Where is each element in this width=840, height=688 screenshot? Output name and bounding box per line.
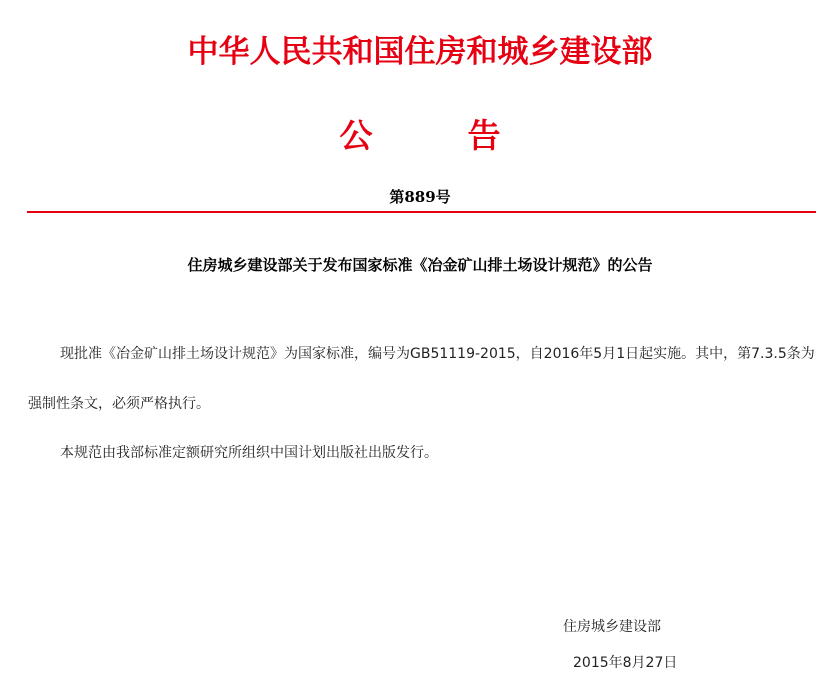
signature-date: 2015年8月27日 [573,655,678,671]
paragraph-2-text: 本规范由我部标准定额研究所组织中国计划出版社出版发行。 [60,445,438,461]
red-divider-line [27,211,816,213]
signature-organization: 住房城乡建设部 [563,619,661,635]
paragraph-1-text: 现批准《冶金矿山排土场设计规范》为国家标准，编号为GB51119-2015，自2016年5月1日起实施。其中，第7.3.5条为强制性条文，必须严格执行。 [28,346,815,412]
issuer-heading: 中华人民共和国住房和城乡建设部 [187,34,653,70]
body-paragraph-1 [28,329,818,429]
notice-heading: 公告 [339,116,596,155]
body-paragraph-2 [28,428,818,478]
document-title: 住房城乡建设部关于发布国家标准《冶金矿山排土场设计规范》的公告 [187,256,653,274]
document-number: 第889号 [389,188,451,206]
